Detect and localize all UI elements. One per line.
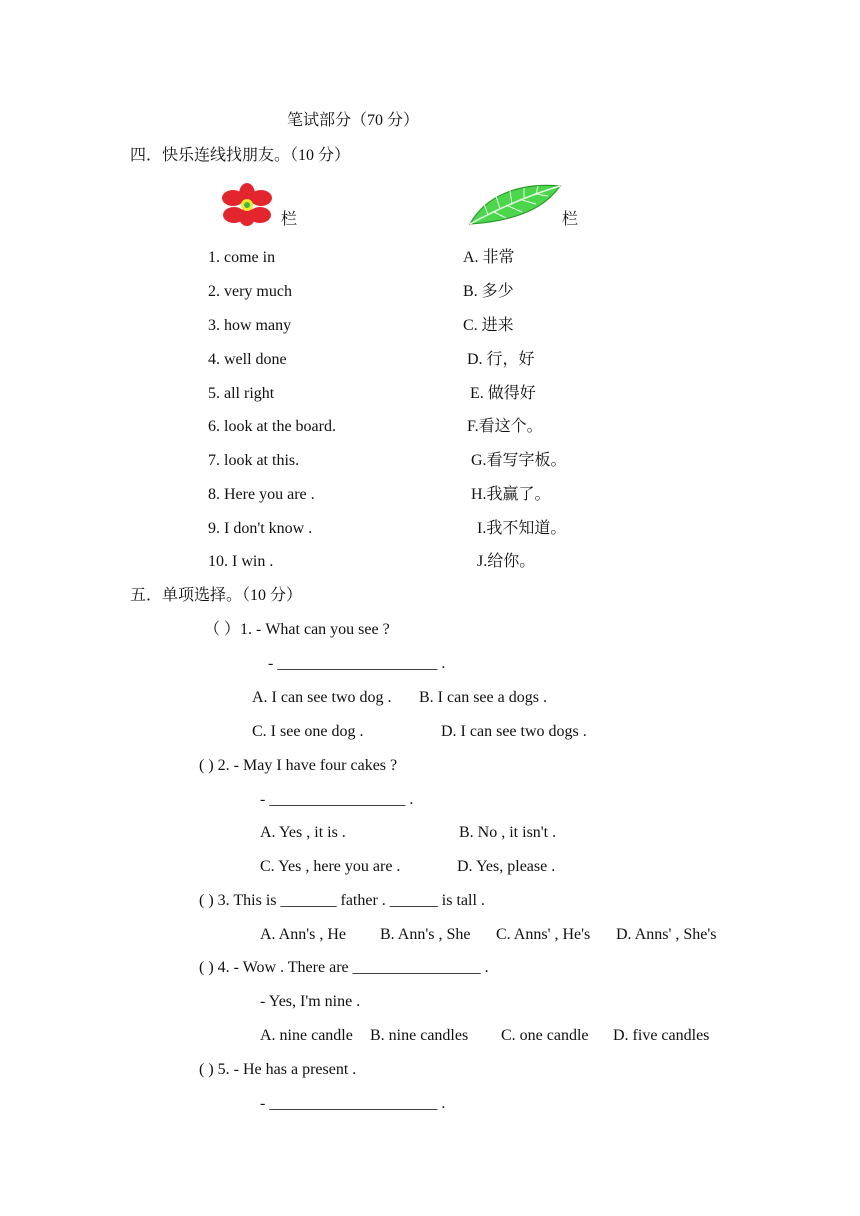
question-4-answer: - Yes, I'm nine . [260, 993, 361, 1010]
match-right-i: I.我不知道。 [477, 520, 567, 537]
match-right-j: J.给你。 [477, 553, 536, 570]
section-4-title: 四．快乐连线找朋友。（10 分） [130, 147, 351, 164]
question-1-option-d: D. I can see two dogs . [441, 723, 587, 740]
match-left-6: 6. look at the board. [208, 418, 336, 435]
match-right-h: H.我赢了。 [471, 486, 551, 503]
question-4-option-b: B. nine candles [370, 1027, 469, 1044]
match-right-d: D. 行，好 [467, 351, 535, 368]
leaf-column-label: 栏 [562, 211, 579, 228]
question-2-prompt: ( ) 2. - May I have four cakes ? [199, 757, 398, 774]
question-1-answer-blank: - ____________________ . [268, 655, 446, 672]
leaf-icon [466, 180, 564, 228]
question-2-option-c: C. Yes , here you are . [260, 858, 401, 875]
question-5-answer-blank: - _____________________ . [260, 1095, 446, 1112]
match-right-c: C. 进来 [463, 317, 514, 334]
question-4-option-c: C. one candle [501, 1027, 589, 1044]
question-2-option-b: B. No , it isn't . [459, 824, 557, 841]
flower-column-label: 栏 [281, 211, 298, 228]
match-left-5: 5. all right [208, 385, 275, 402]
match-left-2: 2. very much [208, 283, 292, 300]
question-3-option-a: A. Ann's , He [260, 926, 346, 943]
page-heading: 笔试部分（70 分） [287, 112, 420, 129]
question-5-prompt: ( ) 5. - He has a present . [199, 1061, 357, 1078]
question-1-prompt: （ ）1. - What can you see ? [204, 621, 390, 638]
question-2-answer-blank: - _________________ . [260, 791, 414, 808]
section-5-title: 五．单项选择。（10 分） [130, 587, 303, 604]
match-right-e: E. 做得好 [470, 385, 536, 402]
match-left-1: 1. come in [208, 249, 276, 266]
question-3-option-c: C. Anns' , He's [496, 926, 591, 943]
match-right-g: G.看写字板。 [471, 452, 567, 469]
question-3-option-b: B. Ann's , She [380, 926, 471, 943]
match-left-7: 7. look at this. [208, 452, 300, 469]
match-right-b: B. 多少 [463, 283, 514, 300]
match-left-4: 4. well done [208, 351, 287, 368]
match-left-10: 10. I win . [208, 553, 274, 570]
question-4-prompt: ( ) 4. - Wow . There are ________________ . [199, 959, 489, 976]
match-left-3: 3. how many [208, 317, 292, 334]
question-3-option-d: D. Anns' , She's [616, 926, 717, 943]
match-right-f: F.看这个。 [467, 418, 543, 435]
question-2-option-d: D. Yes, please . [457, 858, 556, 875]
question-3-prompt: ( ) 3. This is _______ father . ______ is tall . [199, 892, 485, 909]
match-right-a: A. 非常 [463, 249, 515, 266]
question-1-option-b: B. I can see a dogs . [419, 689, 547, 706]
question-4-option-d: D. five candles [613, 1027, 710, 1044]
question-4-option-a: A. nine candle [260, 1027, 353, 1044]
flower-icon [214, 183, 280, 227]
question-2-option-a: A. Yes , it is . [260, 824, 346, 841]
match-left-8: 8. Here you are . [208, 486, 315, 503]
match-left-9: 9. I don't know . [208, 520, 313, 537]
question-1-option-c: C. I see one dog . [252, 723, 364, 740]
question-1-option-a: A. I can see two dog . [252, 689, 392, 706]
